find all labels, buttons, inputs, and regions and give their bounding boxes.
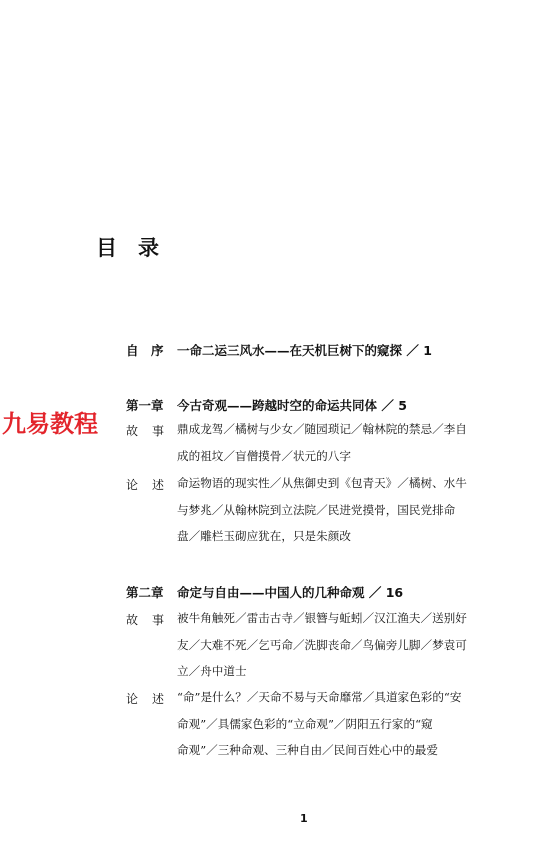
chapter1-discussion-list [177, 470, 514, 550]
chapter1-label: 第一章 [126, 398, 164, 413]
chapter1-stories-list [177, 416, 514, 469]
page-title: 目 录 [96, 235, 159, 260]
text-line: 命观”／具儒家色彩的“立命观”／阴阳五行家的“窥 [177, 716, 433, 731]
text-line: “命”是什么？／天命不易与天命靡常／具道家色彩的“安 [177, 690, 462, 704]
text-line: 命运物语的现实性／从焦御史到《包青天》／橘树、水牛 [177, 476, 467, 490]
text-line: 友／大难不死／乞丐命／洗脚丧命／鸟偏旁儿脚／梦袁可 [177, 637, 467, 652]
chapter2-heading[interactable]: 命定与自由——中国人的几种命观 ／ 16 [177, 585, 404, 600]
text-line: 被牛角触死／雷击古寺／银簪与蚯蚓／汉江渔夫／送别好 [177, 611, 467, 625]
text-line: 命观”／三种命观、三种自由／民间百姓心中的最爱 [177, 743, 438, 757]
chapter2-discussion-label: 论 述 [126, 692, 166, 706]
chapter2-discussion-list [177, 684, 514, 764]
chapter2-label: 第二章 [126, 585, 164, 600]
chapter1-stories-label: 故 事 [126, 424, 166, 438]
text-line: 盘／雕栏玉砌应犹在，只是朱颜改 [177, 529, 351, 543]
preface-label: 自 序 [126, 343, 164, 358]
watermark-logo: 九易教程 [2, 410, 98, 438]
chapter1-discussion-label: 论 述 [126, 478, 166, 492]
page-number: 1 [300, 812, 308, 825]
text-line: 成的祖坟／盲僧摸骨／状元的八字 [177, 448, 351, 463]
chapter2-stories-label: 故 事 [126, 613, 166, 627]
chapter2-stories-list [177, 605, 514, 685]
text-line: 与梦兆／从翰林院到立法院／民进党摸骨，国民党排命 [177, 502, 456, 517]
text-line: 鼎成龙驾／橘树与少女／随园琐记／翰林院的禁忌／李自 [177, 422, 467, 436]
text-line: 立／舟中道士 [177, 664, 247, 678]
chapter1-heading[interactable]: 今古奇观——跨越时空的命运共同体 ／ 5 [177, 398, 407, 413]
preface-heading[interactable]: 一命二运三风水——在天机巨树下的窥探 ／ 1 [177, 343, 432, 358]
